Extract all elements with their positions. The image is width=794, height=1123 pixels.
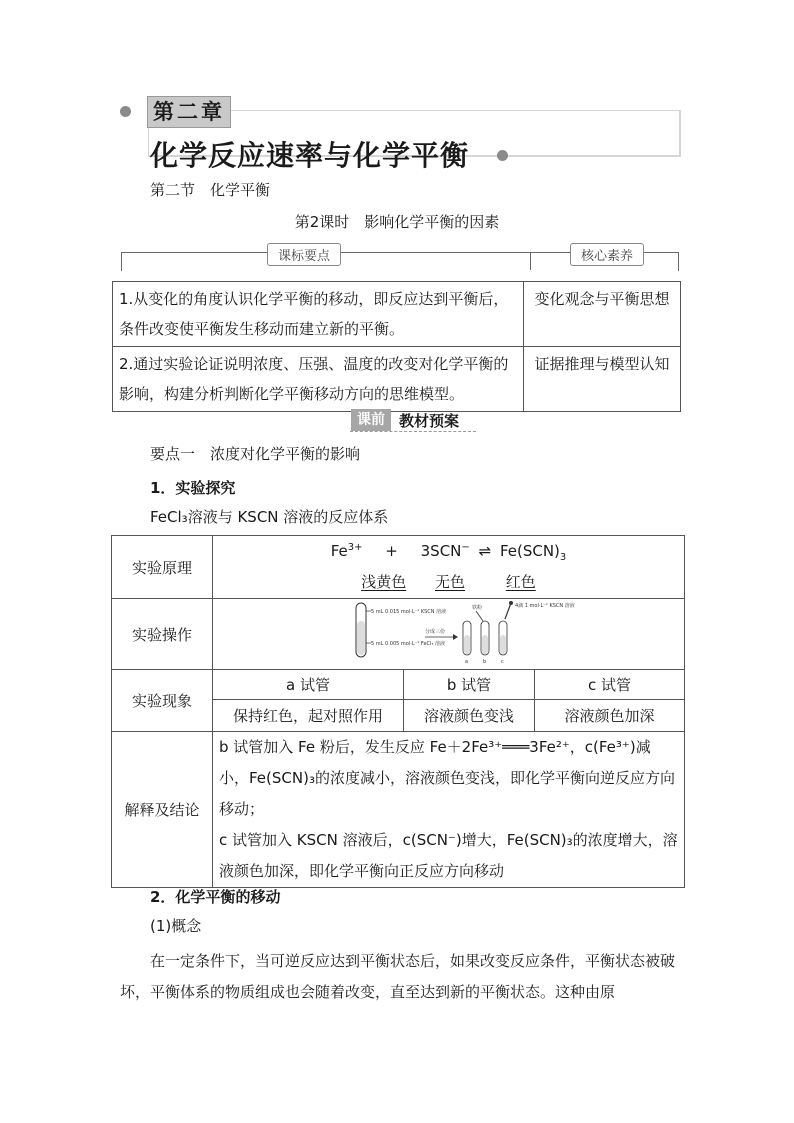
- banner-pill: 课前: [351, 409, 391, 431]
- row-label: 实验现象: [112, 670, 213, 732]
- eq-fe-charge: 3+: [347, 542, 363, 553]
- bracket-divider: [530, 252, 531, 270]
- test-tube-icon: [499, 621, 507, 655]
- row-label: 实验原理: [112, 536, 213, 599]
- objective-literacy: 变化观念与平衡思想: [524, 282, 681, 347]
- result-a: 保持红色，起对照作用: [213, 700, 404, 732]
- principle-cell: [213, 536, 685, 599]
- eq-product: Fe(SCN): [499, 542, 560, 560]
- point-title: 要点一 浓度对化学平衡的影响: [150, 445, 361, 463]
- bullet-dot: [497, 150, 508, 161]
- iron-label: 铁粉: [472, 605, 483, 611]
- experiment-table: [111, 535, 685, 888]
- tag-curriculum-points: 课标要点: [267, 243, 341, 266]
- row-label: 解释及结论: [112, 732, 213, 888]
- table-row: [112, 732, 685, 888]
- objectives-table: [112, 281, 681, 412]
- table-row: [112, 670, 685, 700]
- dropper-icon: [505, 601, 513, 619]
- tube-b-header: b 试管: [404, 670, 535, 700]
- reaction-equation: [219, 536, 678, 570]
- tube-c-label: c: [501, 659, 504, 665]
- operation-cell: [213, 599, 685, 670]
- tag-core-literacy: 核心素养: [570, 243, 644, 266]
- section-title: 第二节 化学平衡: [150, 181, 271, 199]
- objective-point: 2.通过实验论证说明浓度、压强、温度的改变对化学平衡的影响，构建分析判断化学平衡移动方向的思维模型。: [113, 347, 524, 412]
- test-tube-icon: [463, 621, 471, 655]
- concept-heading: (1)概念: [150, 917, 202, 935]
- eq-product-sub: 3: [559, 552, 567, 563]
- kscn-label: 5 mL 0.015 mol·L⁻¹ KSCN 溶液: [371, 609, 447, 615]
- drops-label: 4滴 1 mol·L⁻¹ KSCN 溶液: [515, 603, 575, 609]
- bullet-dot: [120, 106, 131, 117]
- table-row: [112, 599, 685, 670]
- concept-body: 在一定条件下，当可逆反应达到平衡状态后，如果改变反应条件，平衡状态被破坏，平衡体系的物质组成也会随着改变，直至达到新的平衡状态。这种由原: [120, 952, 676, 1001]
- eq-fe: Fe: [330, 542, 348, 560]
- banner-underline: [350, 431, 476, 432]
- eq-scn: 3SCN: [420, 542, 462, 560]
- objective-literacy: 证据推理与模型认知: [524, 347, 681, 412]
- test-tube-icon: [481, 621, 489, 655]
- explanation-c: c 试管加入 KSCN 溶液后，c(SCN⁻)增大，Fe(SCN)₃的浓度增大，溶液颜色加深，即化学平衡向正反应方向移动: [219, 831, 678, 880]
- color-fe: 浅黄色: [361, 573, 407, 591]
- color-scn: 无色: [434, 573, 465, 591]
- fecl3-label: 5 mL 0.005 mol·L⁻¹ FeCl₃ 溶液: [371, 641, 445, 647]
- tube-b-label: b: [483, 659, 487, 665]
- tube-a-header: a 试管: [213, 670, 404, 700]
- objective-point: 1.从变化的角度认识化学平衡的移动，即反应达到平衡后，条件改变使平衡发生移动而建立新的平衡。: [113, 282, 524, 347]
- table-row: [112, 536, 685, 599]
- subheading: 1．实验探究: [150, 479, 236, 497]
- color-line: [219, 570, 678, 598]
- subheading: 2．化学平衡的移动: [150, 888, 281, 906]
- eq-scn-charge: −: [461, 542, 470, 553]
- result-c: 溶液颜色加深: [535, 700, 685, 732]
- row-label: 实验操作: [112, 599, 213, 670]
- test-tube-icon: [356, 603, 366, 657]
- table-row: [113, 347, 681, 412]
- tube-a-label: a: [465, 659, 469, 665]
- explanation-cell: [213, 732, 685, 888]
- eq-arrow: ⇌: [478, 542, 492, 560]
- table-row: [113, 282, 681, 347]
- banner-text: 教材预案: [399, 412, 460, 430]
- eq-plus: +: [385, 542, 398, 560]
- experiment-diagram: [213, 599, 683, 665]
- split-label: 分成三份: [425, 629, 446, 635]
- lesson-title: 第2课时 影响化学平衡的因素: [294, 213, 500, 231]
- explanation-b: b 试管加入 Fe 粉后，发生反应 Fe＋2Fe³⁺═══3Fe²⁺，c(Fe³⁺)减小，Fe(SCN)₃的浓度减小，溶液颜色变浅，即化学平衡向逆反应方向移动；: [219, 738, 675, 818]
- tube-c-header: c 试管: [535, 670, 685, 700]
- chapter-title: 化学反应速率与化学平衡: [150, 139, 470, 172]
- color-product: 红色: [505, 573, 536, 591]
- reaction-system: FeCl₃溶液与 KSCN 溶液的反应体系: [150, 508, 389, 526]
- chapter-label: 第二章: [147, 96, 231, 128]
- result-b: 溶液颜色变浅: [404, 700, 535, 732]
